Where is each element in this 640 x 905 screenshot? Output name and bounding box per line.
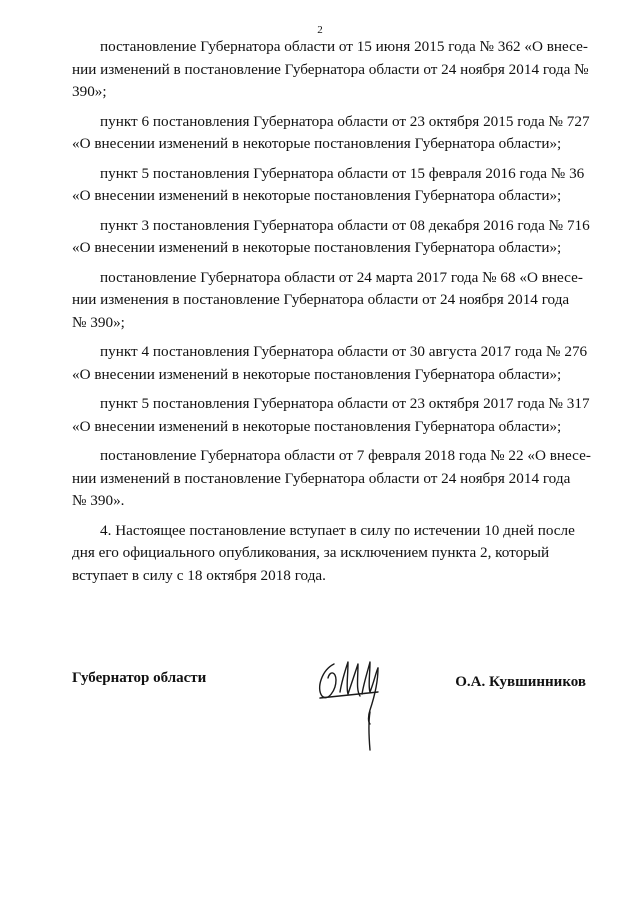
paragraph-2: пункт 6 постановления Губернатора области от 23 октября 2015 года № 727 «О внесении изменений в некоторые постановления Губернатора области»;: [72, 112, 590, 152]
paragraph-1: постановление Губернатора области от 15 июня 2015 года № 362 «О внесе- нии изменений в постановление Губернатора области от 24 ноября 2014 года № 390»;: [72, 38, 589, 100]
paragraph-5: постановление Губернатора области от 24 марта 2017 года № 68 «О внесе- нии изменения в постановление Губернатора области от 24 ноября 2014 года № 390»;: [72, 268, 583, 331]
signatory-title: Губернатор области: [72, 670, 207, 686]
paragraph-9: 4. Настоящее постановление вступает в силу по истечении 10 дней после дня его официального опубликования, за исключением пункта 2, который вступает в силу с 18 октября 2018 года.: [72, 521, 575, 584]
page-number: 2: [317, 24, 323, 36]
signatory-name: О.А. Кувшинников: [455, 674, 586, 690]
paragraph-8: постановление Губернатора области от 7 февраля 2018 года № 22 «О внесе- нии изменений в постановление Губернатора области от 24 ноября 2014 года № 390».: [72, 447, 591, 509]
paragraph-7: пункт 5 постановления Губернатора области от 23 октября 2017 года № 317 «О внесении изменений в некоторые постановления Губернатора области»;: [72, 395, 590, 435]
handwritten-signature: [312, 652, 392, 752]
paragraph-6: пункт 4 постановления Губернатора области от 30 августа 2017 года № 276 «О внесении изменений в некоторые постановления Губернатора области»;: [72, 343, 588, 383]
signature-block: [72, 664, 598, 754]
document-body: [72, 36, 598, 594]
paragraph-4: пункт 3 постановления Губернатора области от 08 декабря 2016 года № 716 «О внесении изменений в некоторые постановления Губернатора области»;: [72, 216, 590, 256]
paragraph-3: пункт 5 постановления Губернатора области от 15 февраля 2016 года № 36 «О внесении изменений в некоторые постановления Губернатора области»;: [72, 164, 585, 204]
